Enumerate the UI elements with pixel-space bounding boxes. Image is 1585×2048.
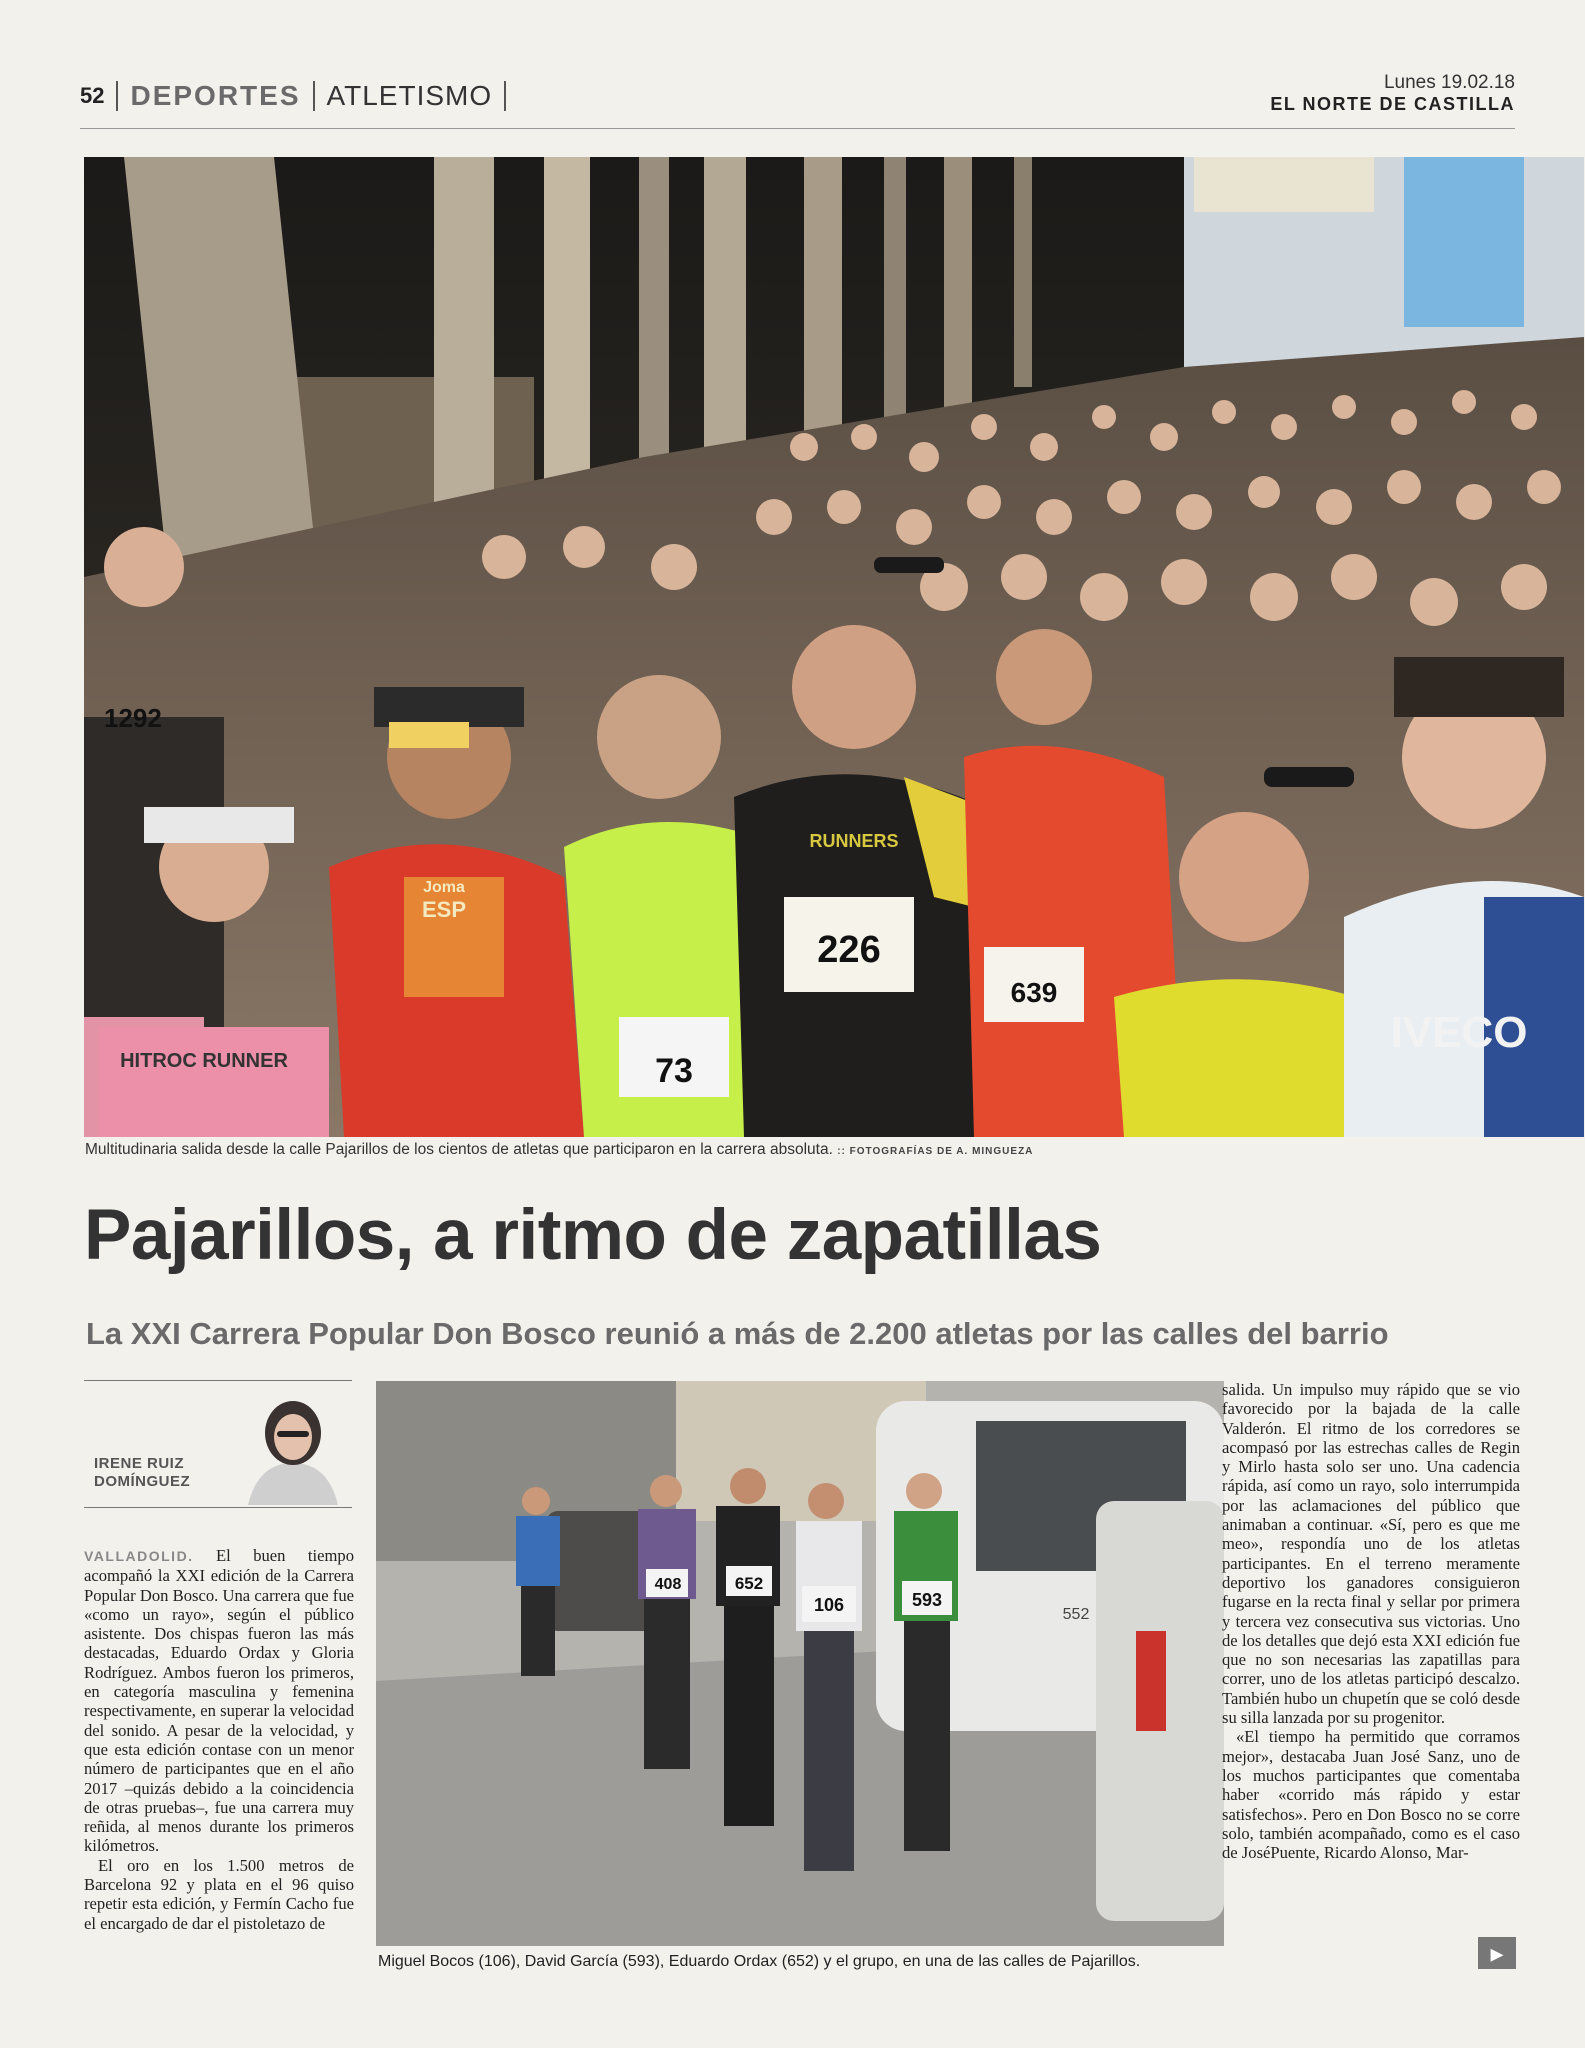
paragraph-text: El buen tiempo acompañó la XXI edición de la Carrera Popular Don Bosco. Una carrera que fue «como un rayo», según el público asistente. Dos chispas fueron las más destacadas, Eduardo Ordax y Gloria Rodríguez. Ambos fueron los primeros, en categoría masculina y femenina respectivamente, en superar la velocidad del sonido. A pesar de la velocidad, y que esta edición contase con un menor número de participantes que en el año 2017 –quizás debido a la coincidencia de otras pruebas–, fue una carrera muy reñida, al menos durante los primeros kilómetros. [84,1546,355,1856]
main-race-photo [84,157,1584,1137]
newspaper-name: EL NORTE DE CASTILLA [1270,94,1515,114]
article-headline: Pajarillos, a ritmo de zapatillas [84,1196,1102,1275]
bib-number: 226 [817,929,881,971]
secondary-photo-caption: Miguel Bocos (106), David García (593), Eduardo Ordax (652) y el grupo, en una de las calles de Pajarillos. [378,1953,1141,1970]
shirt-text: HITROC RUNNER [120,1050,288,1072]
bib-number: 408 [654,1576,682,1593]
article-paragraph: salida. Un impulso muy rápido que se vio favorecido por la bajada de la calle Valderón. El ritmo de los corredores se acompasó por las estrechas calles de Regin y Mirlo hasta solo ser uno. Una cadencia rápida, así como un rayo, solo interrumpida por las aclamaciones del público que animaban a continuar. «Sí, pero es que me meo», respondía uno de los atletas participantes. En el terreno meramente deportivo los ganadores consiguieron fugarse en la recta final y sellar por primera y tercera vez consecutiva sus victorias. Uno de los detalles que dejó esta XXI edición fue que no son necesarias las zapatillas para correr, uno de los atletas participó descalzo. También hubo un chupetín que se coló desde su silla lanzada por su progenitor. [1222,1380,1520,1728]
bib-number: 593 [911,1590,943,1610]
issue-date: Lunes 19.02.18 [1383,72,1515,93]
photo-credit: :: FOTOGRAFÍAS DE A. MINGUEZA [837,1146,1034,1157]
bib-number: 73 [655,1052,693,1090]
author-rule [84,1380,352,1381]
main-photo-caption [85,1141,1515,1159]
dateline: VALLADOLID. [84,1548,194,1564]
article-paragraph [84,1546,354,1856]
page-header [80,72,1515,122]
shirt-text: Joma [423,879,465,896]
page-number: 52 [80,83,105,108]
header-divider [116,81,118,111]
masthead [1270,72,1515,115]
article-paragraph: El oro en los 1.500 metros de Barcelona 92 y plata en el 96 quiso repetir esta edición, y Fermín Cacho fue el encargado de dar el pistoletazo de [84,1855,354,1933]
section-header [80,80,518,112]
section-label: DEPORTES [130,80,301,111]
author-name-line: IRENE RUIZ [94,1455,185,1472]
article-paragraph: «El tiempo ha permitido que corramos mejor», destacaba Juan José Sanz, uno de los muchos participantes que comentaba haber «corrido más rápido y estar satisfechos». Pero en Don Bosco no se corre solo, también acompañado, como es el caso de JoséPuente, Ricardo Alonso, Mar- [1222,1727,1520,1863]
caption-text: Multitudinaria salida desde la calle Pajarillos de los cientos de atletas que participaron en la carrera absoluta. [85,1141,833,1158]
author-rule [84,1507,352,1508]
header-rule [80,128,1515,129]
header-divider [313,81,315,111]
header-divider [504,81,506,111]
bib-number: 639 [1010,977,1058,1008]
author-portrait [238,1393,348,1505]
shirt-text: ESP [421,897,467,922]
bib-number: 552 [1062,1606,1090,1623]
article-column-left [84,1546,354,1933]
subsection-label: ATLETISMO [326,80,493,111]
continue-arrow-icon: ▸ [1478,1937,1516,1969]
bib-number: 652 [734,1574,764,1593]
article-column-right [1222,1380,1520,1862]
author-byline [94,1455,190,1491]
author-name-line: DOMÍNGUEZ [94,1473,191,1490]
bib-number: 106 [813,1595,845,1615]
article-subheadline: La XXI Carrera Popular Don Bosco reunió a más de 2.200 atletas por las calles del barrio [86,1316,1389,1351]
secondary-race-photo [376,1381,1224,1946]
shirt-text: RUNNERS [809,831,899,851]
shirt-text: IVECO [1390,1008,1528,1057]
bib-number: 1292 [104,703,162,733]
